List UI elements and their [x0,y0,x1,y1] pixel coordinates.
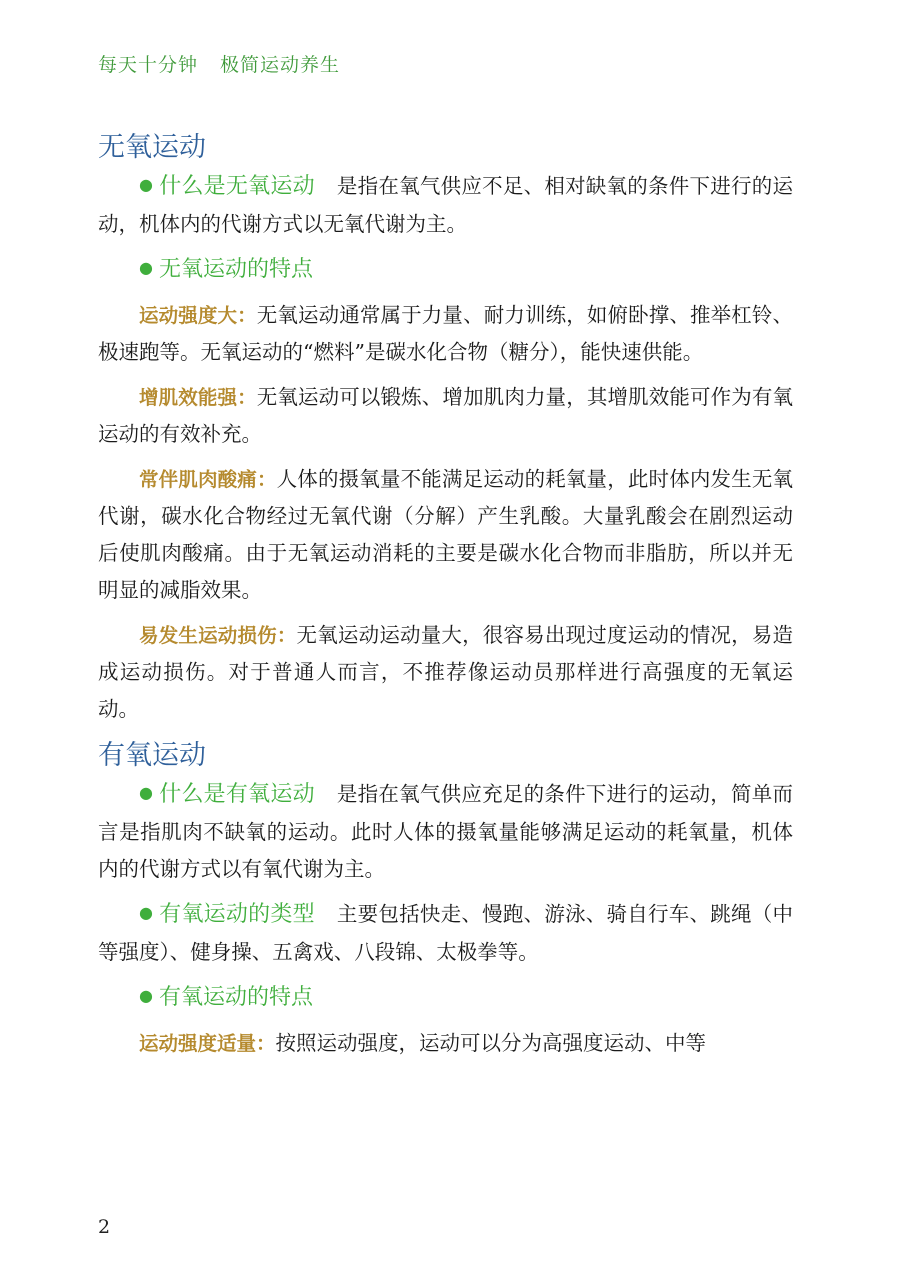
bullet-heading: ● 有氧运动的类型 [139,902,315,927]
feature-term: 运动强度大： [139,304,257,327]
feature-text: 人体的摄氧量不能满足运动的耗氧量，此时体内发生无氧代谢，碳水化合物经过无氧代谢（分解）产生乳酸。大量乳酸会在剧烈运动后使肌肉酸痛。由于无氧运动消耗的主要是碳水化合物而非脂肪，所以并无明显的减脂效果。 [98,467,793,602]
book-subtitle: 极简运动养生 [220,54,341,76]
feature-item [98,379,793,453]
feature-text: 按照运动强度，运动可以分为高强度运动、中等 [275,1031,707,1055]
bullet-heading: ● 什么是有氧运动 [139,782,315,807]
feature-item [98,461,793,609]
feature-item [98,297,793,371]
paragraph-what-anaerobic [98,168,793,243]
paragraph-text: 是指在氧气供应不足、相对缺氧的条件下进行的运动，机体内的代谢方式以无氧代谢为主。 [98,174,793,236]
bullet-dot-icon: ● [139,258,153,277]
feature-term: 增肌效能强： [139,386,257,409]
bullet-heading: ● 有氧运动的特点 [139,985,313,1010]
feature-term: 常伴肌肉酸痛： [139,468,277,491]
feature-item [98,1025,793,1062]
paragraph-text: 主要包括快走、慢跑、游泳、骑自行车、跳绳（中等强度）、健身操、五禽戏、八段锦、太极拳等。 [98,902,793,964]
bullet-dot-icon: ● [139,986,153,1005]
paragraph-what-aerobic [98,776,793,888]
feature-text: 无氧运动通常属于力量、耐力训练，如俯卧撑、推举杠铃、极速跑等。无氧运动的“燃料”是碳水化合物（糖分），能快速供能。 [98,303,793,364]
paragraph-features-aerobic [98,979,793,1017]
section-title-anaerobic: 无氧运动 [98,132,206,163]
paragraph-types-aerobic [98,896,793,971]
section-title-aerobic: 有氧运动 [98,740,206,771]
feature-text: 无氧运动可以锻炼、增加肌肉力量，其增肌效能可作为有氧运动的有效补充。 [98,385,793,446]
bullet-dot-icon: ● [139,903,154,922]
book-title: 每天十分钟 [98,54,199,76]
bullet-heading: ● 无氧运动的特点 [139,257,313,282]
feature-term: 易发生运动损伤： [139,624,297,647]
feature-text: 无氧运动运动量大，很容易出现过度运动的情况，易造成运动损伤。对于普通人而言，不推荐像运动员那样进行高强度的无氧运动。 [98,623,793,721]
page-body [98,128,793,1070]
paragraph-features-anaerobic [98,251,793,289]
bullet-heading: ● 什么是无氧运动 [139,174,315,199]
bullet-dot-icon: ● [139,783,154,802]
bullet-dot-icon: ● [139,175,154,194]
paragraph-text: 是指在氧气供应充足的条件下进行的运动，简单而言是指肌肉不缺氧的运动。此时人体的摄氧量能够满足运动的耗氧量，机体内的代谢方式以有氧代谢为主。 [98,782,793,881]
running-head [98,50,340,77]
feature-term: 运动强度适量： [139,1032,276,1055]
feature-item [98,617,793,728]
page-number: 2 [98,1216,111,1238]
